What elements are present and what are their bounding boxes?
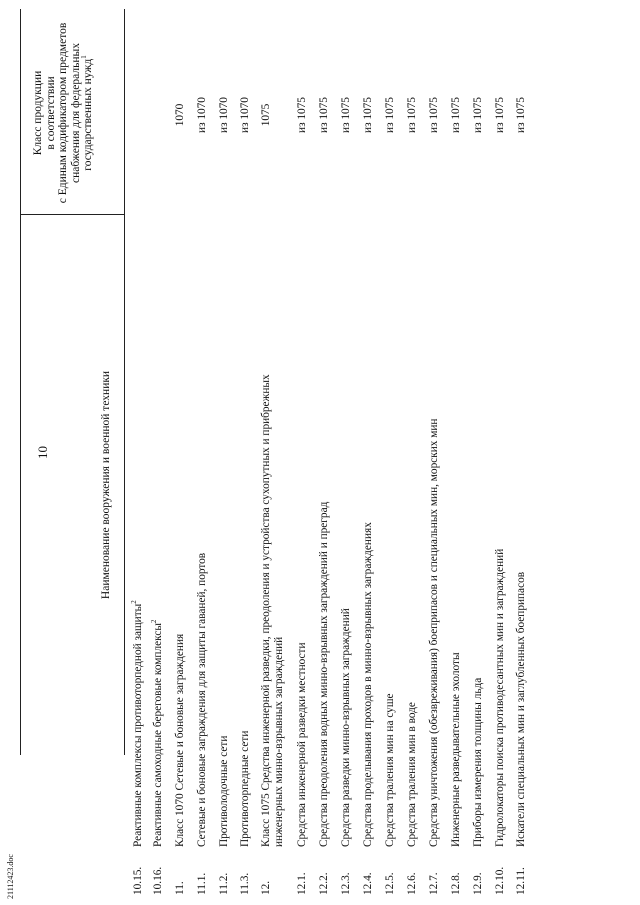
row-class-code: из 1075 [515,97,527,133]
row-name-line: инженерных минно-взрывных заграждений [273,636,285,847]
row-number: 12.6. [406,872,418,895]
row-name-text: Приборы измерения толщины льда [472,677,484,847]
row-number: 12.5. [384,872,396,895]
row-number: 12.9. [472,872,484,895]
row-number: 10.16. [152,866,164,895]
row-number: 12.11. [515,867,527,895]
row-name-text: Инженерные разведывательные эхолоты [450,652,462,847]
row-number: 12.1. [296,872,308,895]
row-name-text: Сетевые и боновые заграждения для защиты гаваней, портов [196,552,208,847]
row-class-code: из 1075 [362,97,374,133]
row-class-code: из 1075 [428,97,440,133]
row-name [196,417,209,847]
row-name [318,417,331,847]
row-name-text: Средства проделывания проходов в минно-взрывных заграждениях [362,522,374,847]
row-class-code: из 1075 [296,97,308,133]
row-number: 12.10. [494,866,506,895]
row-name [450,417,463,847]
class-header-line: государственных нужд$^1$ [80,55,94,171]
row-name [174,417,187,847]
row-name [494,417,507,847]
row-name [132,417,145,847]
row-class-code: из 1075 [450,97,462,133]
row-name [296,417,309,847]
row-name-text: Средства траления мин на суше [384,693,396,847]
class-header-line: в соответствии [44,76,57,150]
row-number: 11.2. [218,872,230,895]
row-name [472,417,485,847]
row-name [218,417,231,847]
header-bottom-rule [124,9,125,755]
row-number: 11.1. [196,872,208,895]
row-name-text: Противоторпедные сети [239,730,251,847]
footnote-marker: 1 [80,55,89,59]
row-number: 12.8. [450,872,462,895]
table-top-rule [20,9,21,755]
row-class-code: 1075 [260,103,272,127]
row-number: 12.7. [428,872,440,895]
row-name-text: Реактивные самоходные береговые комплексы [152,623,164,847]
row-number: 10.15. [132,866,144,895]
column-header-name: Наименование вооружения и военной техники [100,370,112,600]
row-name-text: Средства преодоления водных минно-взрывных заграждений и преград [318,501,330,847]
row-number: 12.4. [362,872,374,895]
row-name [239,417,252,847]
row-name-text: Средства разведки минно-взрывных заграждений [340,608,352,847]
class-header-line: Класс продукции [32,70,44,156]
row-name [515,417,528,847]
row-name-text: Средства траления мин в воде [406,702,418,847]
row-class-code: из 1070 [196,97,208,133]
row-number: 12.3. [340,872,352,895]
row-class-code: из 1075 [384,97,396,133]
page-number: 10 [35,446,50,459]
class-header-line: с Единым кодификатором предметов [57,22,69,204]
row-class-code: из 1070 [239,97,251,133]
row-name-text: Реактивные комплексы противоторпедной защиты [132,603,144,847]
row-class-code: из 1075 [340,97,352,133]
row-name-line: Класс 1075 Средства инженерной разведки, преодоления и устройства сухопутных и прибрежных [260,374,272,847]
row-class-code: из 1075 [494,97,506,133]
column-header-class [32,13,95,213]
row-number: 12. [260,880,272,895]
row-class-code: из 1075 [472,97,484,133]
row-class-code: 1070 [174,103,186,127]
footnote-marker: 2 [150,619,159,624]
row-class-code: из 1070 [218,97,230,133]
row-name [152,417,165,847]
row-name [260,227,286,847]
row-number: 11. [174,881,186,895]
row-name [340,417,353,847]
row-name-text: Средства инженерной разведки местности [296,642,308,847]
row-name [428,417,441,847]
row-name-text: Средства уничтожения (обезвреживания) боеприпасов и специальных мин, морских мин [428,418,440,847]
footnote-marker: 2 [130,600,139,604]
row-number: 11.3. [239,872,251,895]
row-name-text: Класс 1070 Сетевые и боновые заграждения [174,633,186,847]
row-class-code: из 1075 [406,97,418,133]
row-name-text: Гидролокаторы поиска противодесантных мин и заграждений [494,548,506,847]
row-name [384,417,397,847]
row-name [362,417,375,847]
row-name-text: Противолодочные сети [218,735,230,847]
row-name-text: Искатели специальных мин и заглубленных боеприпасов [515,571,527,847]
row-class-code: из 1075 [318,97,330,133]
footer-file-id: 21112423.doc [6,854,15,899]
class-header-line: снабжения для федеральных [69,43,82,183]
row-name [406,417,419,847]
row-number: 12.2. [318,872,330,895]
